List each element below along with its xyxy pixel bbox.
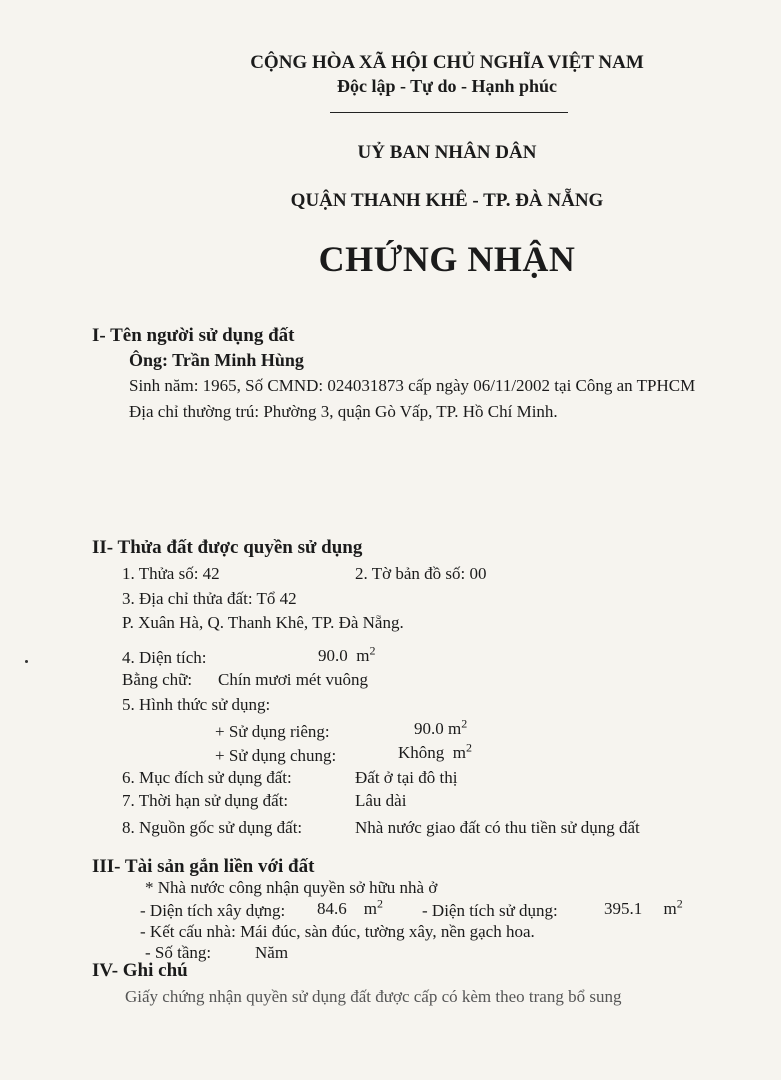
built-area-number: 84.6 bbox=[317, 899, 347, 918]
private-use-label: + Sử dụng riêng: bbox=[215, 722, 330, 741]
land-purpose-value: Đất ở tại đô thị bbox=[355, 768, 458, 787]
house-structure: - Kết cấu nhà: Mái đúc, sàn đúc, tường xây, nền gạch hoa. bbox=[140, 922, 535, 941]
house-ownership-note: * Nhà nước công nhận quyền sở hữu nhà ở bbox=[145, 878, 438, 897]
area-value bbox=[318, 643, 376, 666]
shared-use-label: + Sử dụng chung: bbox=[215, 746, 337, 765]
built-area-value bbox=[317, 896, 383, 919]
built-area-label: - Diện tích xây dựng: bbox=[140, 901, 286, 920]
land-purpose-label: 6. Mục đích sử dụng đất: bbox=[122, 768, 292, 787]
private-use-unit-exponent: 2 bbox=[461, 716, 468, 731]
plot-address-line-2: P. Xuân Hà, Q. Thanh Khê, TP. Đà Nẵng. bbox=[122, 613, 404, 632]
private-use-number: 90.0 bbox=[414, 719, 444, 738]
shared-use-text: Không bbox=[398, 743, 445, 762]
nation-name: CỘNG HÒA XÃ HỘI CHỦ NGHĨA VIỆT NAM bbox=[250, 52, 644, 73]
shared-use-unit-exponent: 2 bbox=[466, 740, 473, 755]
owner-address: Địa chỉ thường trú: Phường 3, quận Gò Vấp, TP. Hồ Chí Minh. bbox=[129, 402, 558, 421]
floor-count-label: - Số tầng: bbox=[145, 943, 212, 962]
area-words-label: Bằng chữ: bbox=[122, 670, 193, 689]
area-unit: m bbox=[356, 646, 370, 665]
built-area-unit-exponent: 2 bbox=[376, 896, 383, 911]
issuing-authority: UỶ BAN NHÂN DÂN bbox=[357, 142, 537, 163]
notes-text: Giấy chứng nhận quyền sử dụng đất được cấp có kèm theo trang bổ sung bbox=[125, 987, 622, 1006]
private-use-unit: m bbox=[448, 719, 462, 738]
area-number: 90.0 bbox=[318, 646, 348, 665]
map-sheet-number: 2. Tờ bản đồ số: 00 bbox=[355, 564, 487, 583]
shared-use-value bbox=[398, 740, 473, 763]
usage-form-label: 5. Hình thức sử dụng: bbox=[122, 695, 271, 714]
floor-area-number: 395.1 bbox=[604, 899, 643, 918]
built-area-unit: m bbox=[363, 899, 377, 918]
document-title: CHỨNG NHẬN bbox=[318, 239, 576, 279]
floor-count-value: Năm bbox=[255, 943, 289, 962]
private-use-value bbox=[414, 716, 468, 739]
area-unit-exponent: 2 bbox=[369, 643, 376, 658]
shared-use-unit: m bbox=[452, 743, 467, 762]
section-1-heading: I- Tên người sử dụng đất bbox=[92, 325, 295, 346]
floor-area-value bbox=[604, 896, 683, 919]
use-term-label: 7. Thời hạn sử dụng đất: bbox=[122, 791, 289, 810]
plot-number: 1. Thửa số: 42 bbox=[122, 564, 220, 583]
area-label: 4. Diện tích: bbox=[122, 648, 207, 667]
scan-speck bbox=[25, 660, 28, 663]
national-motto: Độc lập - Tự do - Hạnh phúc bbox=[336, 76, 558, 96]
issuing-district: QUẬN THANH KHÊ - TP. ĐÀ NẴNG bbox=[290, 190, 604, 211]
owner-birth-id: Sinh năm: 1965, Số CMND: 024031873 cấp ngày 06/11/2002 tại Công an TPHCM bbox=[129, 376, 696, 395]
land-origin-value: Nhà nước giao đất có thu tiền sử dụng đất bbox=[355, 818, 640, 837]
section-3-heading: III- Tài sản gắn liền với đất bbox=[92, 856, 315, 877]
plot-address: 3. Địa chỉ thửa đất: Tổ 42 bbox=[122, 589, 297, 608]
header-divider bbox=[330, 112, 568, 113]
floor-area-unit-exponent: 2 bbox=[676, 896, 683, 911]
section-2-heading: II- Thửa đất được quyền sử dụng bbox=[92, 537, 363, 558]
area-in-words: Chín mươi mét vuông bbox=[218, 670, 368, 689]
floor-area-unit: m bbox=[663, 899, 677, 918]
section-4-heading: IV- Ghi chú bbox=[92, 960, 188, 981]
owner-name: Ông: Trần Minh Hùng bbox=[129, 350, 304, 370]
floor-area-label: - Diện tích sử dụng: bbox=[422, 901, 558, 920]
use-term-value: Lâu dài bbox=[355, 791, 407, 810]
land-origin-label: 8. Nguồn gốc sử dụng đất: bbox=[122, 818, 303, 837]
